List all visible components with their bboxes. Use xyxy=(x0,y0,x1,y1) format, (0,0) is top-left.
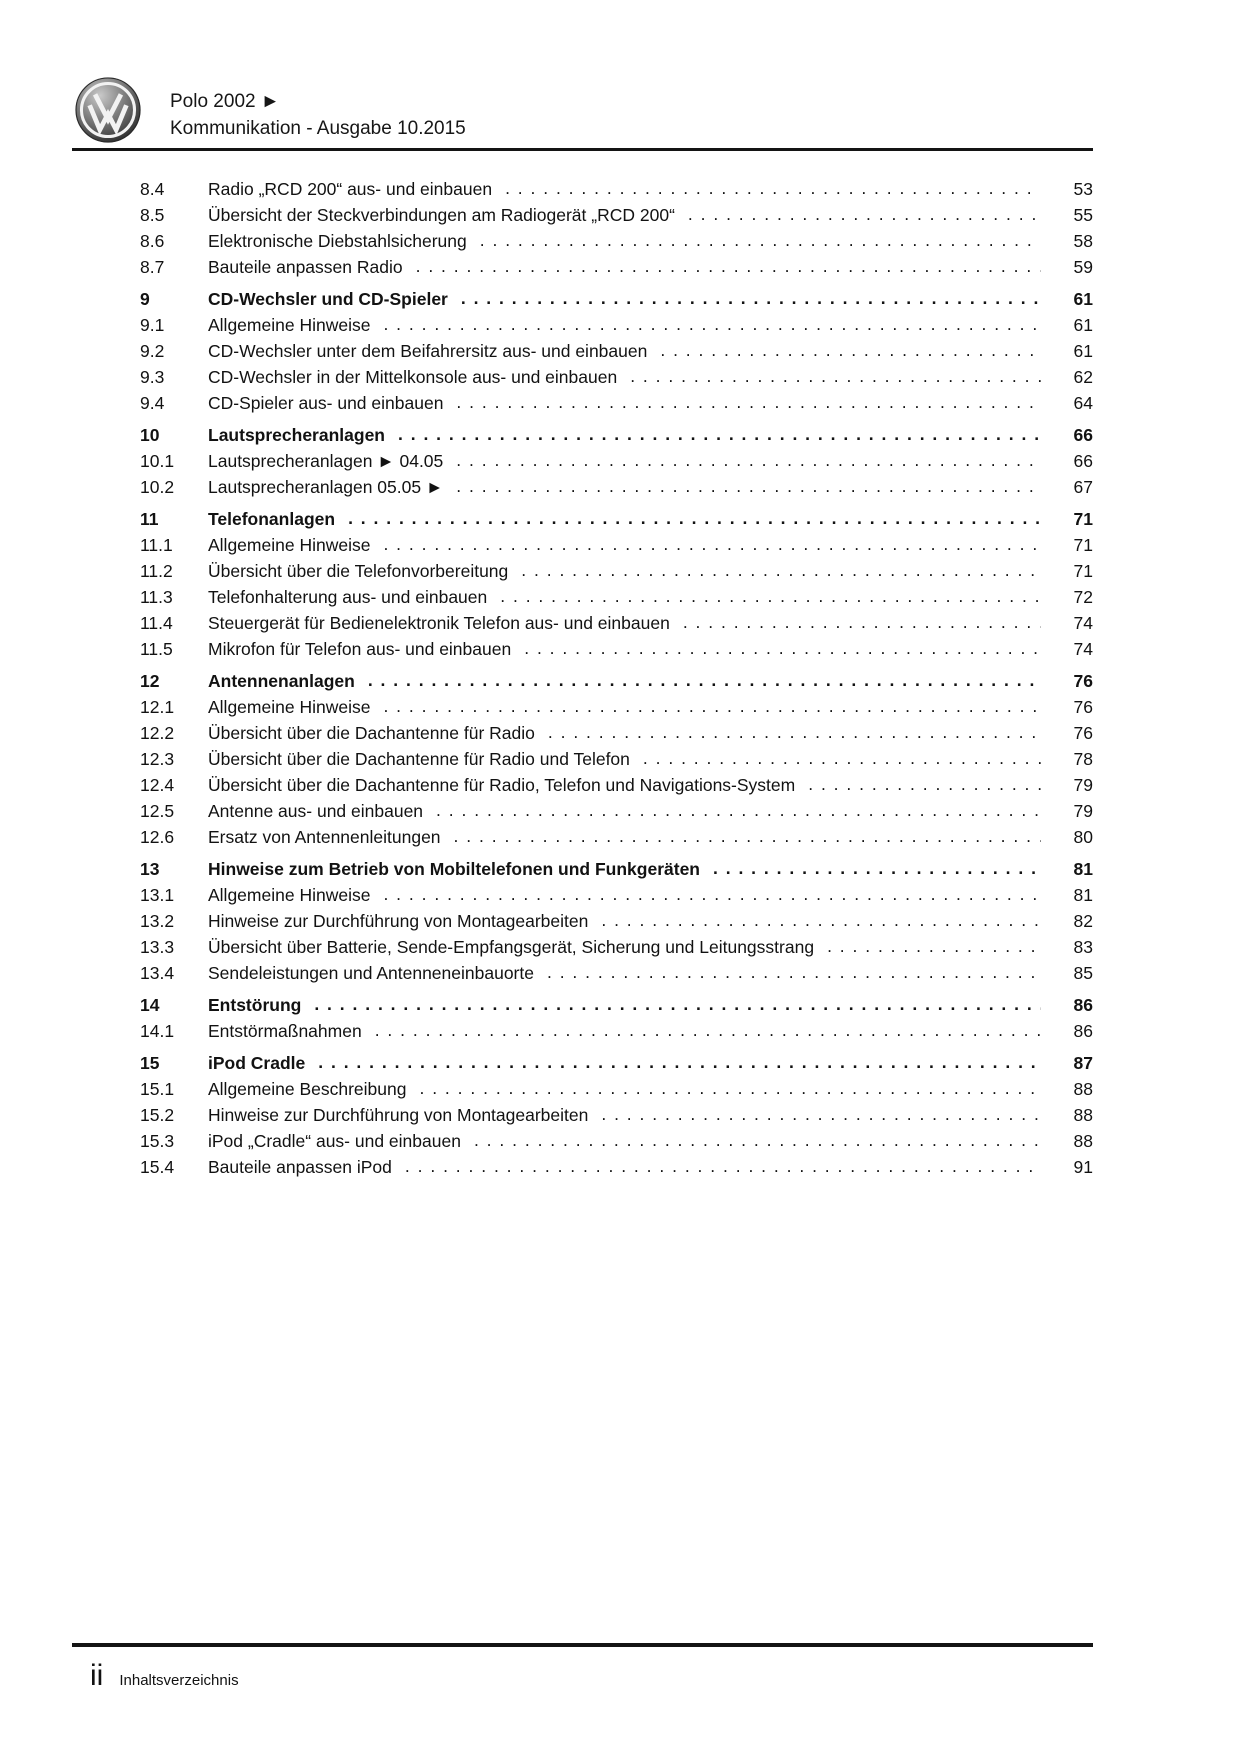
toc-row xyxy=(72,694,1093,720)
page-number: 88 xyxy=(1073,1131,1093,1151)
toc-row xyxy=(72,202,1093,228)
section-number: 11.5 xyxy=(140,639,173,659)
toc-row xyxy=(72,506,1093,532)
page-number: 81 xyxy=(1073,859,1093,879)
section-number: 10.2 xyxy=(140,477,175,497)
toc-row xyxy=(72,908,1093,934)
section-title: Übersicht über die Telefonvorbereitung xyxy=(208,561,509,581)
section-title: Lautsprecheranlagen xyxy=(208,425,385,445)
section-number: 12.6 xyxy=(140,827,175,847)
page-number: 86 xyxy=(1073,995,1093,1015)
dot-leader xyxy=(547,959,1041,985)
section-number: 11.1 xyxy=(140,535,173,555)
section-number: 11.2 xyxy=(140,561,173,581)
section-number: 8.5 xyxy=(140,205,165,225)
section-title: Lautsprecheranlagen 05.05 ► xyxy=(208,477,444,497)
vw-logo-icon xyxy=(72,76,144,144)
dot-leader xyxy=(383,311,1041,337)
section-title: Übersicht über Batterie, Sende-Empfangsgerät, Sicherung und Leitungsstrang xyxy=(208,937,815,957)
page-number: 76 xyxy=(1073,671,1093,691)
section-number: 12.5 xyxy=(140,801,175,821)
section-title: Mikrofon für Telefon aus- und einbauen xyxy=(208,639,512,659)
section-number: 13 xyxy=(140,859,160,879)
section-title: Telefonhalterung aus- und einbauen xyxy=(208,587,488,607)
page-number: 85 xyxy=(1073,963,1093,983)
toc-row xyxy=(72,448,1093,474)
dot-leader xyxy=(660,337,1041,363)
section-title: Übersicht der Steckverbindungen am Radiogerät „RCD 200“ xyxy=(208,205,675,225)
section-title: Allgemeine Hinweise xyxy=(208,885,371,905)
section-title: CD-Spieler aus- und einbauen xyxy=(208,393,444,413)
page-number: 64 xyxy=(1073,393,1093,413)
section-title: iPod „Cradle“ aus- und einbauen xyxy=(208,1131,461,1151)
dot-leader xyxy=(630,363,1041,389)
section-title: Lautsprecheranlagen ► 04.05 xyxy=(208,451,444,471)
dot-leader xyxy=(368,667,1041,693)
dot-leader xyxy=(314,991,1041,1017)
dot-leader xyxy=(601,907,1041,933)
section-number: 12.3 xyxy=(140,749,175,769)
toc-row xyxy=(72,1076,1093,1102)
toc-row xyxy=(72,856,1093,882)
page-number: 71 xyxy=(1073,561,1093,581)
page-number: 88 xyxy=(1073,1105,1093,1125)
section-title: iPod Cradle xyxy=(208,1053,306,1073)
toc-row xyxy=(72,1050,1093,1076)
section-title: Bauteile anpassen Radio xyxy=(208,257,403,277)
page-number: 66 xyxy=(1073,425,1093,445)
dot-leader xyxy=(375,1017,1041,1043)
page-number: 72 xyxy=(1073,587,1093,607)
section-title: Übersicht über die Dachantenne für Radio xyxy=(208,723,535,743)
dot-leader xyxy=(419,1075,1041,1101)
section-number: 9 xyxy=(140,289,150,309)
section-number: 8.6 xyxy=(140,231,165,251)
section-number: 12.4 xyxy=(140,775,175,795)
section-title: Antenne aus- und einbauen xyxy=(208,801,424,821)
page-number: 82 xyxy=(1073,911,1093,931)
page-header xyxy=(72,76,1093,144)
dot-leader xyxy=(474,1127,1041,1153)
toc-row xyxy=(72,746,1093,772)
dot-leader xyxy=(461,285,1041,311)
toc-row xyxy=(72,286,1093,312)
dot-leader xyxy=(456,473,1041,499)
section-title: CD-Wechsler unter dem Beifahrersitz aus- und einbauen xyxy=(208,341,648,361)
section-title: Telefonanlagen xyxy=(208,509,336,529)
section-title: Elektronische Diebstahlsicherung xyxy=(208,231,467,251)
section-number: 14 xyxy=(140,995,160,1015)
section-number: 13.3 xyxy=(140,937,175,957)
page-number: 79 xyxy=(1073,801,1093,821)
page-number: 61 xyxy=(1073,289,1093,309)
dot-leader xyxy=(827,933,1041,959)
page-number: 53 xyxy=(1073,179,1093,199)
toc-list xyxy=(72,176,1093,1180)
dot-leader xyxy=(405,1153,1041,1179)
section-number: 15.2 xyxy=(140,1105,175,1125)
footer-divider xyxy=(72,1643,1093,1647)
toc-row xyxy=(72,364,1093,390)
toc-row xyxy=(72,312,1093,338)
page-number: 61 xyxy=(1073,315,1093,335)
toc-row xyxy=(72,228,1093,254)
section-number: 12.1 xyxy=(140,697,175,717)
dot-leader xyxy=(808,771,1041,797)
section-number: 15.3 xyxy=(140,1131,175,1151)
page-number: 76 xyxy=(1073,723,1093,743)
section-number: 12 xyxy=(140,671,160,691)
page-number: 61 xyxy=(1073,341,1093,361)
toc-row xyxy=(72,338,1093,364)
toc-row xyxy=(72,1102,1093,1128)
section-number: 10.1 xyxy=(140,451,175,471)
toc-row xyxy=(72,532,1093,558)
section-title: Übersicht über die Dachantenne für Radio und Telefon xyxy=(208,749,630,769)
dot-leader xyxy=(383,881,1041,907)
section-title: Hinweise zum Betrieb von Mobiltelefonen und Funkgeräten xyxy=(208,859,700,879)
section-title: Sendeleistungen und Antenneneinbauorte xyxy=(208,963,534,983)
dot-leader xyxy=(713,855,1041,881)
dot-leader xyxy=(398,421,1041,447)
section-number: 13.4 xyxy=(140,963,175,983)
dot-leader xyxy=(683,609,1041,635)
page-number: 83 xyxy=(1073,937,1093,957)
section-number: 9.4 xyxy=(140,393,165,413)
dot-leader xyxy=(524,635,1041,661)
toc-row xyxy=(72,720,1093,746)
toc-row xyxy=(72,1128,1093,1154)
section-title: Hinweise zur Durchführung von Montagearbeiten xyxy=(208,1105,589,1125)
section-title: Übersicht über die Dachantenne für Radio, Telefon und Navigations-System xyxy=(208,775,796,795)
dot-leader xyxy=(416,253,1041,279)
section-title: Antennenanlagen xyxy=(208,671,355,691)
page-number: 88 xyxy=(1073,1079,1093,1099)
page-number: 80 xyxy=(1073,827,1093,847)
toc-row xyxy=(72,992,1093,1018)
section-number: 15.1 xyxy=(140,1079,175,1099)
section-number: 11.3 xyxy=(140,587,173,607)
section-number: 10 xyxy=(140,425,160,445)
section-title: Entstörung xyxy=(208,995,302,1015)
toc-row xyxy=(72,390,1093,416)
header-text xyxy=(170,76,466,142)
page-number: 91 xyxy=(1073,1157,1093,1177)
toc-row xyxy=(72,584,1093,610)
section-title: Allgemeine Hinweise xyxy=(208,697,371,717)
toc-row xyxy=(72,176,1093,202)
section-number: 9.1 xyxy=(140,315,165,335)
section-title: Allgemeine Hinweise xyxy=(208,315,371,335)
section-title: CD-Wechsler und CD-Spieler xyxy=(208,289,448,309)
toc-row xyxy=(72,824,1093,850)
dot-leader xyxy=(480,227,1041,253)
section-number: 9.3 xyxy=(140,367,165,387)
dot-leader xyxy=(643,745,1041,771)
page-number: 78 xyxy=(1073,749,1093,769)
toc-row xyxy=(72,254,1093,280)
toc-row xyxy=(72,1154,1093,1180)
page-number: 81 xyxy=(1073,885,1093,905)
model-title: Polo 2002 ► xyxy=(170,91,280,112)
toc-row xyxy=(72,610,1093,636)
section-number: 11 xyxy=(140,509,159,529)
section-number: 13.1 xyxy=(140,885,175,905)
dot-leader xyxy=(500,583,1041,609)
page-footer xyxy=(90,1656,239,1696)
page-number: 74 xyxy=(1073,639,1093,659)
dot-leader xyxy=(383,531,1041,557)
edition-subtitle: Kommunikation - Ausgabe 10.2015 xyxy=(170,118,466,139)
page-number: 71 xyxy=(1073,509,1093,529)
page-number: 58 xyxy=(1073,231,1093,251)
toc-row xyxy=(72,668,1093,694)
dot-leader xyxy=(348,505,1041,531)
toc-row xyxy=(72,474,1093,500)
section-number: 12.2 xyxy=(140,723,175,743)
toc-row xyxy=(72,422,1093,448)
section-number: 14.1 xyxy=(140,1021,175,1041)
dot-leader xyxy=(688,201,1041,227)
section-number: 8.4 xyxy=(140,179,165,199)
toc-row xyxy=(72,934,1093,960)
section-number: 8.7 xyxy=(140,257,165,277)
page-number: 71 xyxy=(1073,535,1093,555)
dot-leader xyxy=(454,823,1041,849)
section-number: 15.4 xyxy=(140,1157,175,1177)
toc-row xyxy=(72,882,1093,908)
page-number: 87 xyxy=(1073,1053,1093,1073)
section-title: CD-Wechsler in der Mittelkonsole aus- und einbauen xyxy=(208,367,618,387)
dot-leader xyxy=(456,447,1041,473)
page-number: 59 xyxy=(1073,257,1093,277)
dot-leader xyxy=(436,797,1041,823)
footer-page-number: ii xyxy=(90,1659,104,1692)
toc-row xyxy=(72,1018,1093,1044)
dot-leader xyxy=(318,1049,1041,1075)
section-title: Bauteile anpassen iPod xyxy=(208,1157,392,1177)
section-title: Allgemeine Hinweise xyxy=(208,535,371,555)
section-number: 9.2 xyxy=(140,341,165,361)
dot-leader xyxy=(383,693,1041,719)
toc-row xyxy=(72,960,1093,986)
section-title: Hinweise zur Durchführung von Montagearbeiten xyxy=(208,911,589,931)
section-title: Radio „RCD 200“ aus- und einbauen xyxy=(208,179,493,199)
section-number: 11.4 xyxy=(140,613,173,633)
dot-leader xyxy=(548,719,1041,745)
section-title: Entstörmaßnahmen xyxy=(208,1021,362,1041)
footer-label: Inhaltsverzeichnis xyxy=(119,1672,239,1689)
dot-leader xyxy=(505,175,1041,201)
section-title: Steuergerät für Bedienelektronik Telefon aus- und einbauen xyxy=(208,613,670,633)
dot-leader xyxy=(521,557,1041,583)
page-number: 76 xyxy=(1073,697,1093,717)
page-number: 62 xyxy=(1073,367,1093,387)
page-number: 66 xyxy=(1073,451,1093,471)
dot-leader xyxy=(456,389,1041,415)
page-number: 67 xyxy=(1073,477,1093,497)
header-divider xyxy=(72,148,1093,151)
dot-leader xyxy=(601,1101,1041,1127)
toc-row xyxy=(72,558,1093,584)
toc-row xyxy=(72,636,1093,662)
page-number: 74 xyxy=(1073,613,1093,633)
section-number: 13.2 xyxy=(140,911,175,931)
section-number: 15 xyxy=(140,1053,160,1073)
page-number: 55 xyxy=(1073,205,1093,225)
section-title: Allgemeine Beschreibung xyxy=(208,1079,407,1099)
page-number: 79 xyxy=(1073,775,1093,795)
section-title: Ersatz von Antennenleitungen xyxy=(208,827,441,847)
page-number: 86 xyxy=(1073,1021,1093,1041)
toc-row xyxy=(72,798,1093,824)
toc-row xyxy=(72,772,1093,798)
